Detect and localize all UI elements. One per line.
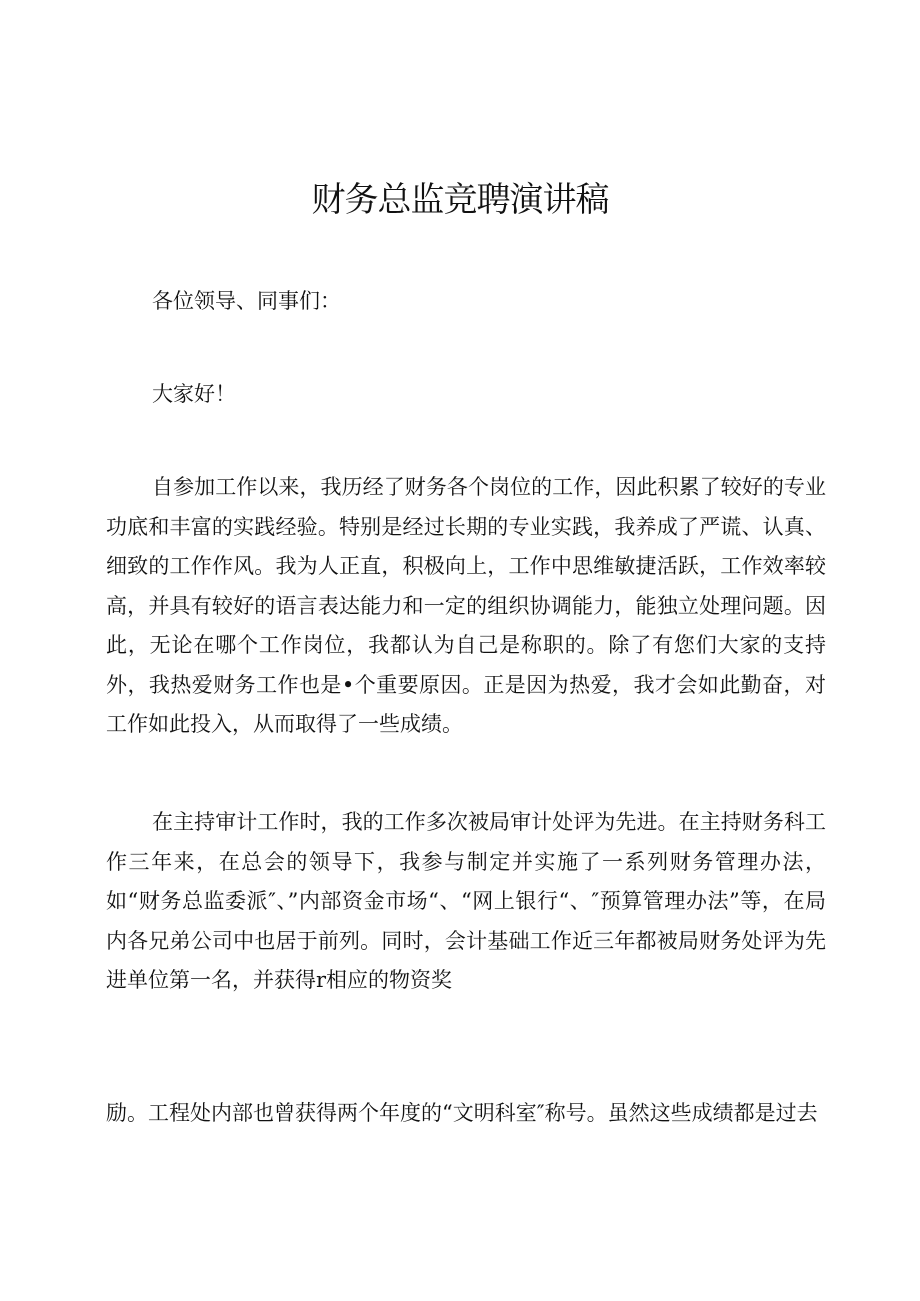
paragraph-1: 自参加工作以来，我历经了财务各个岗位的工作，因此积累了较好的专业功底和丰富的实践经验。特别是经过长期的专业实践，我养成了严谎、认真、细致的工作作风。我为人正直，积极向上，工作中思维敏捷活跃，工作效率较高，并具有较好的语言表达能力和一定的组织协调能力，能独立处理问题。因此，无论在哪个工作岗位，我都认为自己是称职的。除了有您们大家的支持外，我热爱财务工作也是•个重要原因。正是因为热爱，我才会如此勤奋，对工作如此投入，从而取得了一些成绩。 xyxy=(106,475,826,736)
document-title: 财务总监竞聘演讲稿 xyxy=(311,180,609,220)
greeting: 大家好！ xyxy=(152,382,236,406)
salutation: 各位领导、同事们： xyxy=(152,289,341,313)
paragraph-2: 在主持审计工作时，我的工作多次被局审计处评为先进。在主持财务科工作三年来，在总会的领导下，我参与制定并实施了一系列财务管理办法，如“财务总监委派″、”内部资金市场“、“网上银行“、″预算管理办法”等，在局内各兄弟公司中也居于前列。同时，会计基础工作近三年都被局财务处评为先进单位第一名，并获得r相应的物资奖 xyxy=(106,810,826,992)
paragraph-3: 励。工程处内部也曾获得两个年度的“文明科室″称号。虽然这些成绩都是过去 xyxy=(106,1101,818,1125)
